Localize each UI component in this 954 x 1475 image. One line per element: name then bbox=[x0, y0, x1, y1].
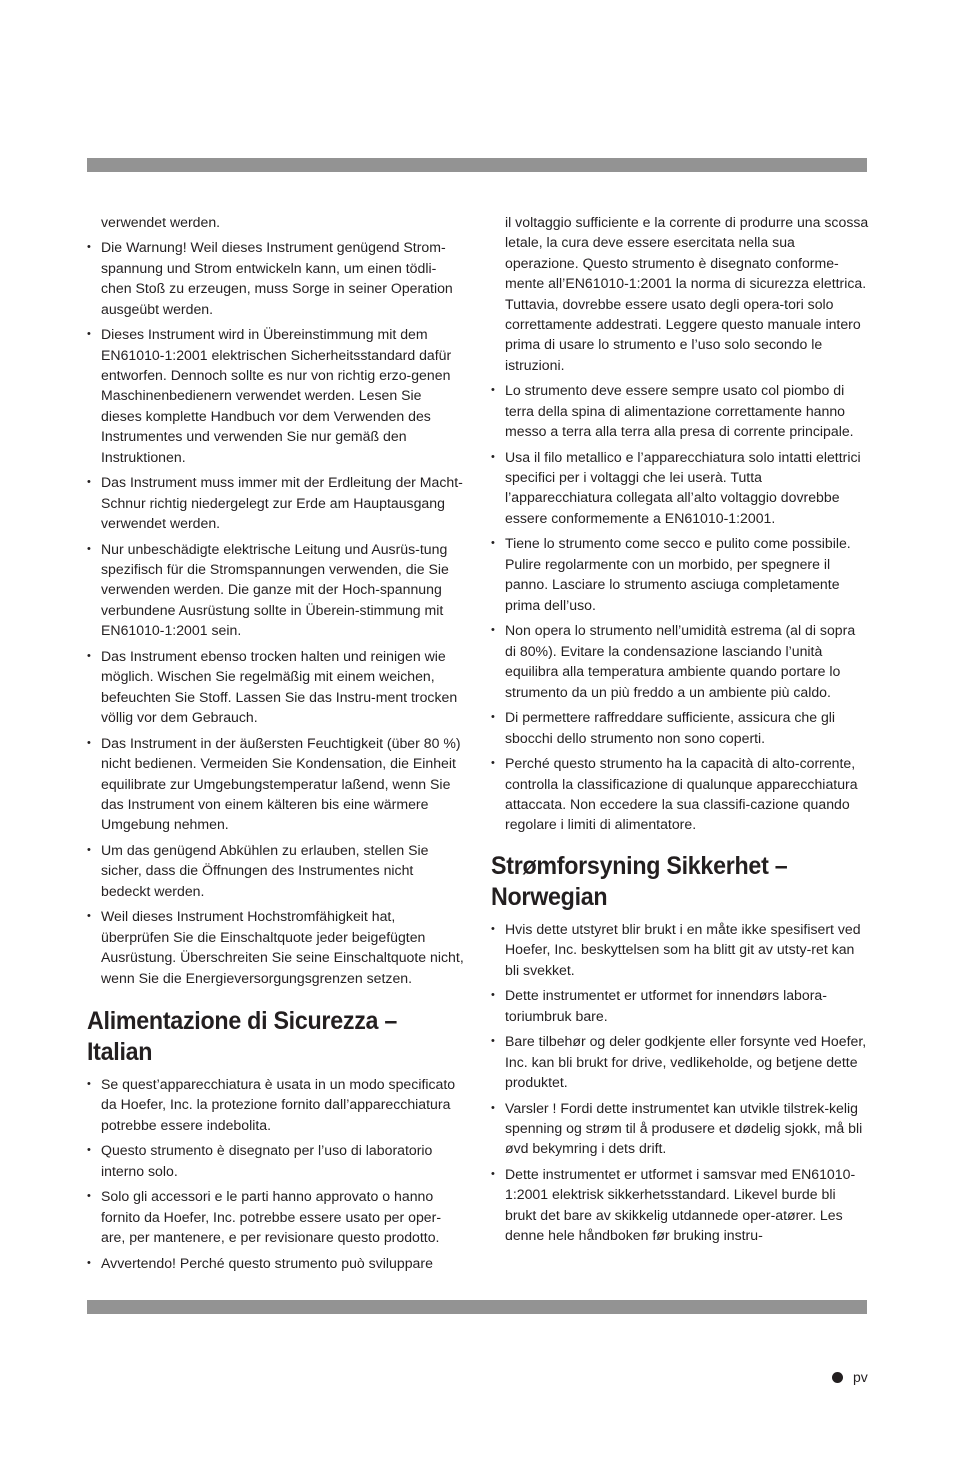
left-column bbox=[87, 212, 465, 1278]
list-item: • Nur unbeschädigte elektrische Leitung und Ausrüs-tung spezifisch für die Stromspannungen verwenden, die Sie verwenden werden. Die ganze mit der Hoch-spannung verbundene Ausrüstung sollte in Überein-stimmung mit EN61010-1:2001 sein. bbox=[87, 540, 449, 639]
italian-bullet-list bbox=[87, 1074, 465, 1273]
list-item: • Dieses Instrument wird in Übereinstimmung mit dem EN61010-1:2001 elektrischen Sicherheitsstandard dafür entworfen. Dennoch sollte es nur von richtig erzo-genen Maschinenbedienern verwendet werden. Lesen Sie dieses komplette Handbuch vor dem Verwenden des Instrumentes und verwenden Sie nur gemäß den Instruktionen. bbox=[87, 326, 452, 465]
list-item: • Das Instrument in der äußersten Feuchtigkeit (über 80 %) nicht bedienen. Vermeiden Sie Kondensation, die Einheit equilibrate zur Umgebungstemperatur laßend, wenn Sie das Instrument von einem kälteren bis eine wärmere Umgebung nehmen. bbox=[87, 734, 461, 833]
list-item: • Dette instrumentet er utformet i samsvar med EN61010-1:2001 elektrisk sikkerhetsstandard. Likevel burde bli brukt det bare av skikkelig utdannede oper-atører. Les denne hele håndboken før bruking instru- bbox=[491, 1165, 856, 1244]
list-item: • Tiene lo strumento come secco e pulito come possibile. Pulire regolarmente con un morbido, per spegnere il panno. Lasciare lo strumento asciuga completamente prima dell’uso. bbox=[491, 535, 851, 613]
bullet-icon bbox=[832, 1372, 843, 1383]
list-item: • Um das genügend Abkühlen zu erlauben, stellen Sie sicher, dass die Öffnungen des Instrumentes nicht bedeckt werden. bbox=[87, 841, 429, 899]
list-item: • Se quest’apparecchiatura è usata in un modo specificato da Hoefer, Inc. la protezione fornito dall’apparecchiatura potrebbe essere indebolita. bbox=[87, 1075, 456, 1133]
continuation-text: verwendet werden. bbox=[101, 214, 221, 230]
right-column bbox=[491, 212, 869, 1251]
bottom-rule bbox=[87, 1300, 867, 1314]
list-item: • Solo gli accessori e le parti hanno approvato o hanno fornito da Hoefer, Inc. potrebbe essere usato per oper-are, per mantenere, e per revisionare questo prodotto. bbox=[87, 1188, 442, 1246]
list-item: • Bare tilbehør og deler godkjente eller forsynte ved Hoefer, Inc. kan bli brukt for drive, vedlikeholde, og betjene dette produktet. bbox=[491, 1033, 867, 1090]
list-item: • Lo strumento deve essere sempre usato col piombo di terra della spina di alimentazione correttamente hanno messo a terra alla terra alla presa di corrente principale. bbox=[491, 382, 854, 440]
norwegian-bullet-list bbox=[491, 919, 869, 1246]
page-footer bbox=[832, 1369, 868, 1385]
page-number: pv bbox=[853, 1369, 868, 1385]
italian-bullet-list-continued bbox=[491, 380, 869, 834]
list-item: • Avvertendo! Perché questo strumento può sviluppare bbox=[87, 1254, 433, 1271]
list-item: • Usa il filo metallico e l’apparecchiatura solo intatti elettrici specifici per i voltaggi che lei userà. Tutta l’apparecchiatura collegata all’alto voltaggio dovrebbe essere conformemente a EN61010-1:2001. bbox=[491, 448, 861, 526]
norwegian-section-heading: Strømforsyning Sikkerhet – Norwegian bbox=[491, 851, 788, 911]
german-bullet-list bbox=[87, 237, 465, 988]
list-item: • Hvis dette utstyret blir brukt i en måte ikke spesifisert ved Hoefer, Inc. beskyttelsen som ha blitt git av utsty-ret kan bli svekket. bbox=[491, 920, 861, 978]
list-item: • Die Warnung! Weil dieses Instrument genügend Strom-spannung und Strom entwickeln kann, um einen tödli-chen Stoß zu erzeugen, muss Sorge in seiner Operation ausgeübt werden. bbox=[87, 239, 453, 317]
list-item: • Weil dieses Instrument Hochstromfähigkeit hat, überprüfen Sie die Einschaltquote jeder beigefügten Ausrüstung. Überschreiten Sie seine Einschaltquote nicht, wenn Sie die Energieversorgungsgrenzen setzen. bbox=[87, 908, 464, 986]
continuation-text: il voltaggio sufficiente e la corrente di produrre una scossa letale, la cura deve essere esercitata nella sua operazione. Questo strumento è disegnato conforme-mente all’EN61010-1:2001 la norma di sicurezza elettrica. Tuttavia, dovrebbe essere usato degli opera-tori solo correttamente addestrati. Leggere questo manuale intero prima di usare lo strumento e l’uso solo secondo le istruzioni. bbox=[505, 214, 869, 373]
list-item: • Varsler ! Fordi dette instrumentet kan utvikle tilstrek-kelig spenning og strøm til å produsere et dødelig sjokk, må bli øvd bekymring i dets drift. bbox=[491, 1099, 863, 1157]
list-item: • Non opera lo strumento nell’umidità estrema (al di sopra di 80%). Evitare la condensazione lasciando l’unità equilibra alla temperatura ambiente quando portare lo strumento da un più freddo a un ambiente più caldo. bbox=[491, 622, 856, 700]
list-item: • Das Instrument muss immer mit der Erdleitung der Macht-Schnur richtig niedergelegt zur Erde am Hauptausgang verwendet werden. bbox=[87, 474, 463, 532]
list-item: • Questo strumento è disegnato per l’uso di laboratorio interno solo. bbox=[87, 1142, 433, 1179]
list-item: • Dette instrumentet er utformet for innendørs labora-toriumbruk bare. bbox=[491, 987, 827, 1024]
list-item: • Perché questo strumento ha la capacità di alto-corrente, controlla la classificazione di qualunque apparecchiatura attaccata. Non eccedere la sua classifi-cazione quando regolare i limiti di alimentatore. bbox=[491, 755, 858, 833]
list-item: • Das Instrument ebenso trocken halten und reinigen wie möglich. Wischen Sie regelmäßig mit einem weichen, befeuchten Sie Stoff. Lassen Sie das Instru-ment trocken völlig vor dem Gebrauch. bbox=[87, 647, 458, 726]
list-item: • Di permettere raffreddare sufficiente, assicura che gli sbocchi dello strumento non sono coperti. bbox=[491, 709, 836, 746]
italian-section-heading: Alimentazione di Sicurezza – Italian bbox=[87, 1006, 398, 1066]
top-rule bbox=[87, 158, 867, 172]
